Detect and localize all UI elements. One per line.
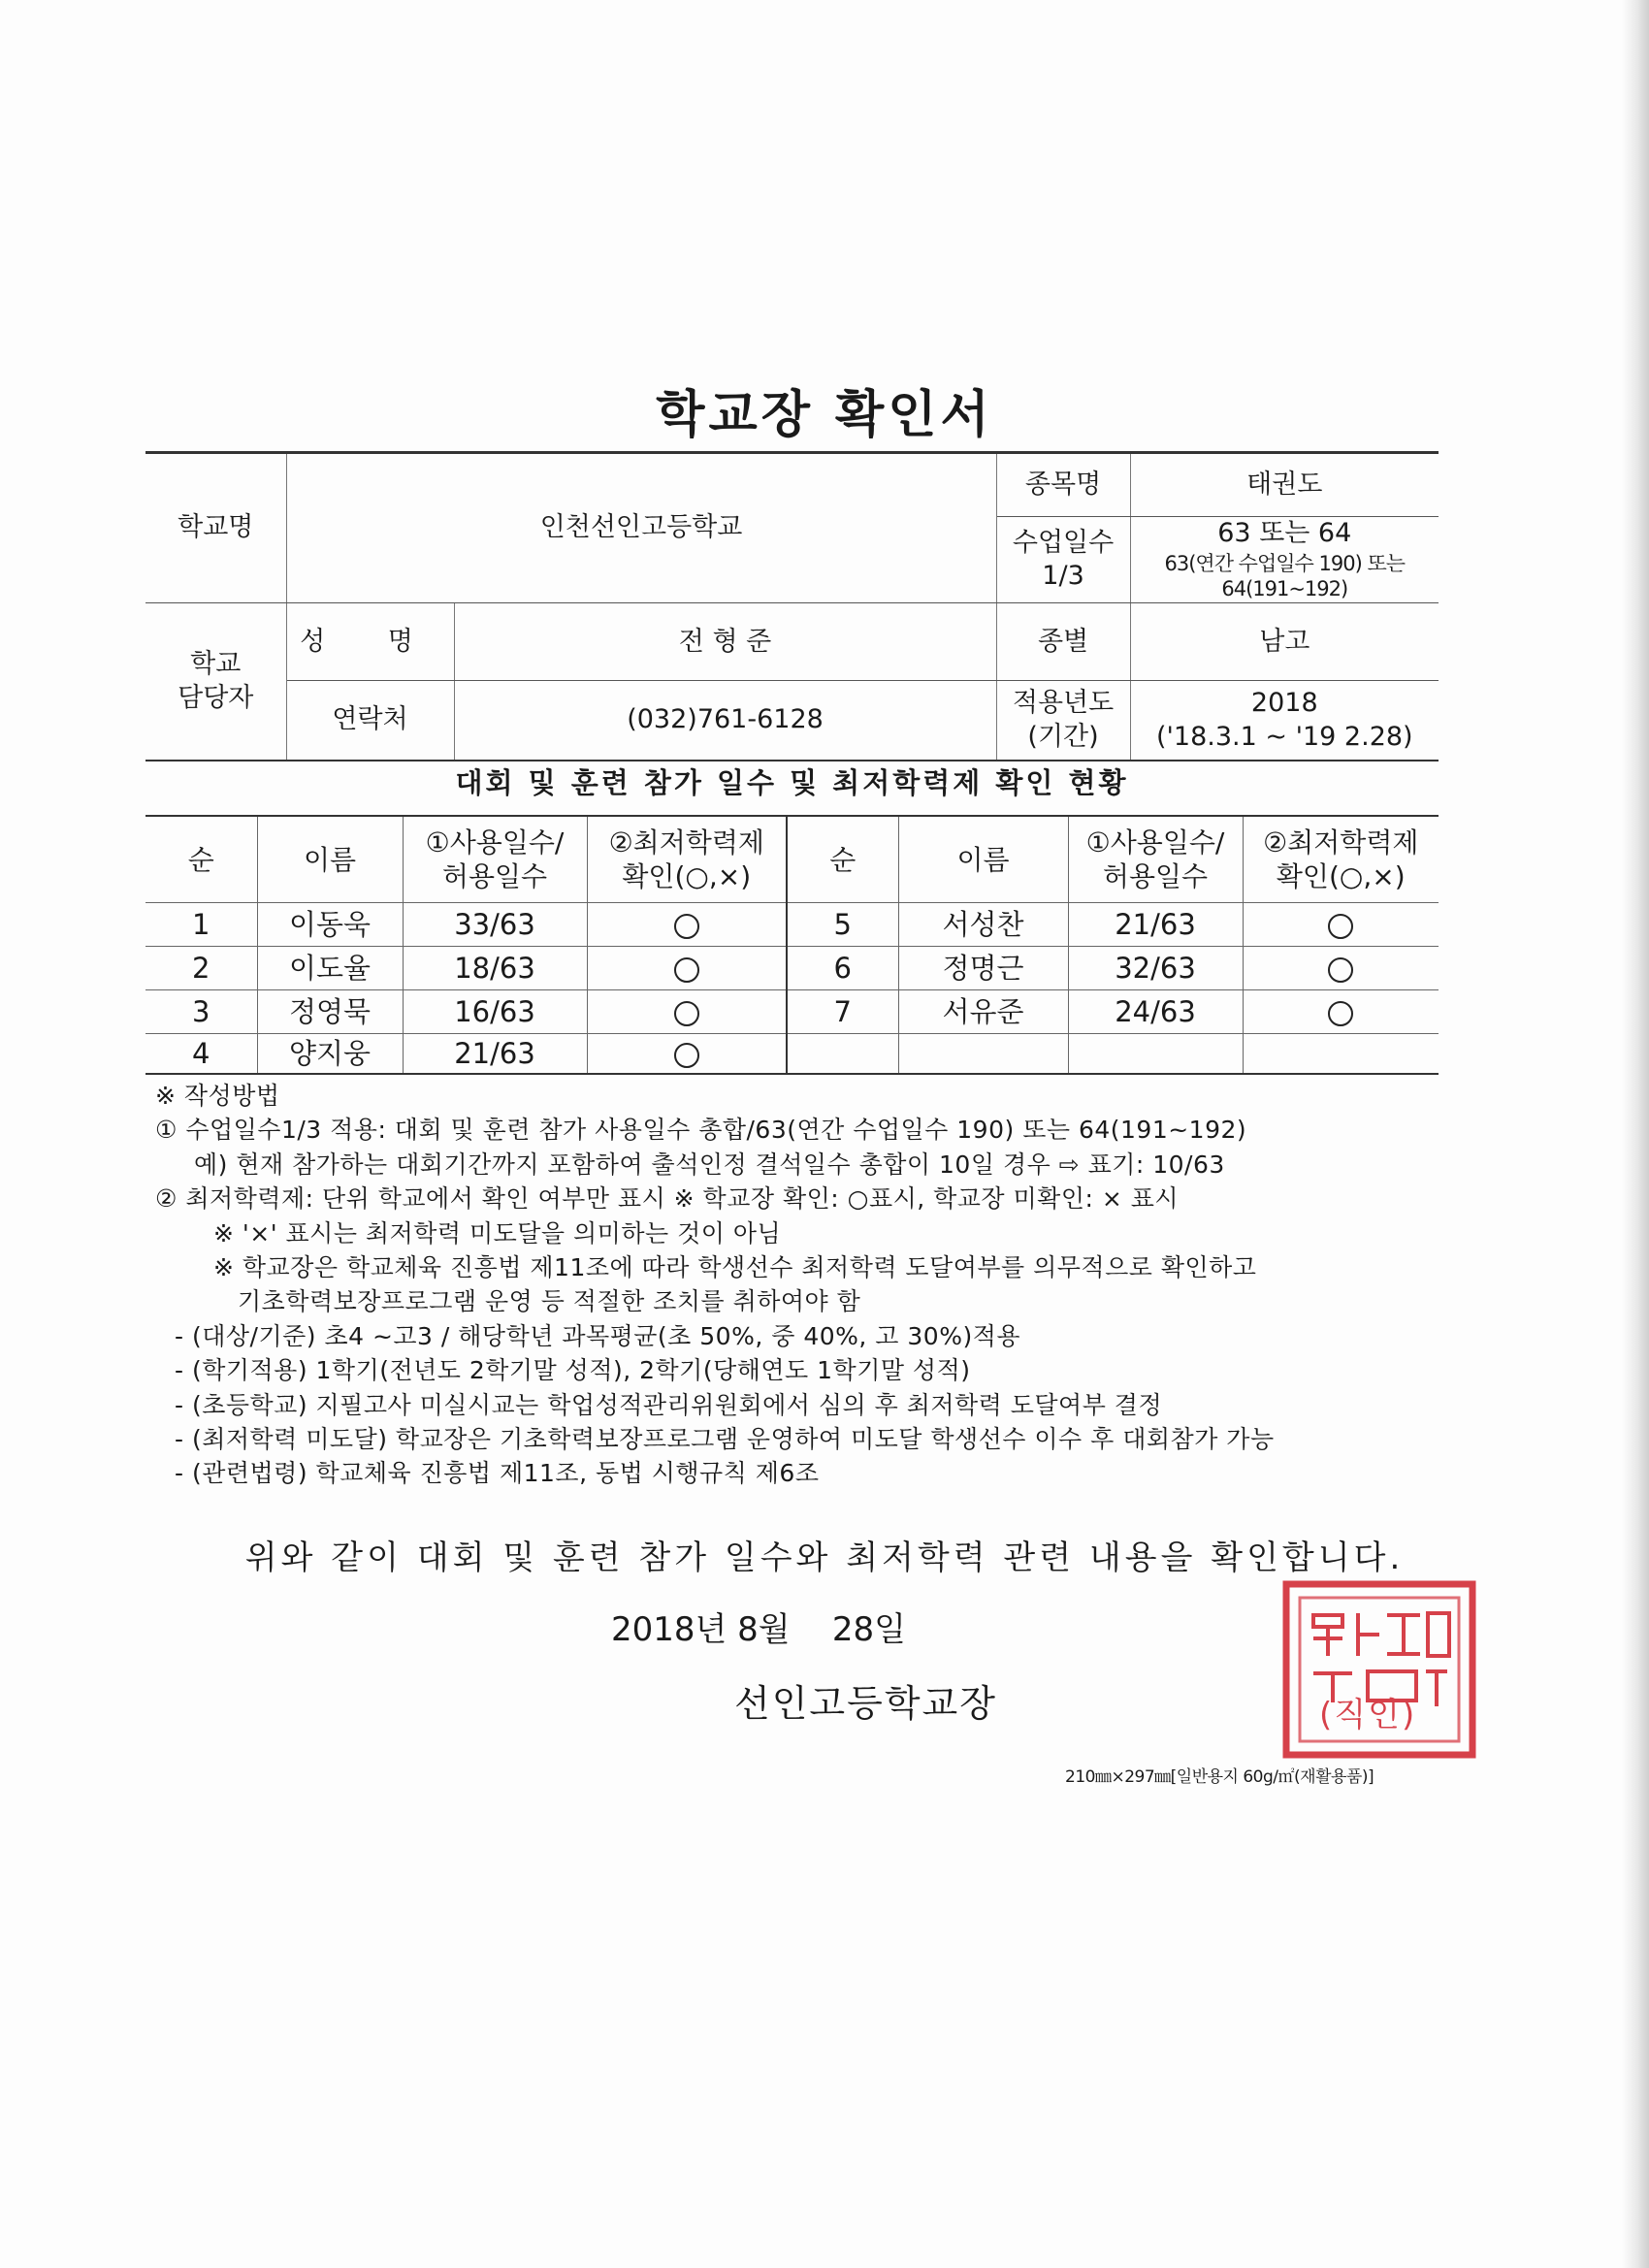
circle-mark-icon: [674, 1043, 699, 1068]
table-row: [146, 903, 1439, 947]
student-days: 33/63: [403, 903, 587, 947]
student-name: 정명근: [898, 947, 1068, 990]
student-no: 7: [787, 990, 898, 1034]
name-label: 성 명: [286, 603, 454, 681]
note-line: - (최저학력 미도달) 학교장은 기초학력보장프로그램 운영하여 미도달 학생선수 이수 후 대회참가 가능: [175, 1425, 1275, 1454]
col-min-right-line2: 확인(○,×): [1276, 860, 1406, 892]
empty-cell: [898, 1034, 1068, 1075]
col-days-right-line2: 허용일수: [1102, 860, 1209, 892]
student-no: 6: [787, 947, 898, 990]
student-no: 1: [146, 903, 257, 947]
student-mark: [587, 1034, 787, 1075]
student-name: 서유준: [898, 990, 1068, 1034]
note-line: 기초학력보장프로그램 운영 등 적절한 조치를 취하여야 함: [238, 1287, 861, 1316]
name-value: 전 형 준: [454, 603, 996, 681]
instructions-notes: [155, 1079, 1455, 1491]
col-days-right: [1068, 816, 1243, 903]
col-name-left: 이름: [257, 816, 403, 903]
phone-label: 연락처: [286, 681, 454, 761]
col-min-left-line2: 확인(○,×): [622, 860, 752, 892]
document-title: 학교장 확인서: [656, 386, 993, 444]
student-days: 18/63: [403, 947, 587, 990]
student-days: 24/63: [1068, 990, 1243, 1034]
empty-cell: [1068, 1034, 1243, 1075]
student-mark: [1243, 990, 1439, 1034]
table-row: [146, 990, 1439, 1034]
note-line: ※ '×' 표시는 최저학력 미도달을 의미하는 것이 아님: [213, 1218, 782, 1247]
student-name: 이도율: [257, 947, 403, 990]
student-mark: [1243, 903, 1439, 947]
note-line: - (초등학교) 지필고사 미실시교는 학업성적관리위원회에서 심의 후 최저학력 도달여부 결정: [175, 1390, 1163, 1419]
student-no: 2: [146, 947, 257, 990]
gender-value: 남고: [1130, 603, 1439, 681]
circle-mark-icon: [674, 957, 699, 983]
table-row: [146, 1034, 1439, 1075]
empty-cell: [1243, 1034, 1439, 1075]
confirmation-statement: 위와 같이 대회 및 훈련 참가 일수와 최저학력 관련 내용을 확인합니다.: [244, 1539, 1405, 1577]
gender-label: 종별: [996, 603, 1130, 681]
circle-mark-icon: [1328, 914, 1353, 939]
student-name: 양지웅: [257, 1034, 403, 1075]
contact-group-label: [146, 603, 286, 761]
days-label-line2: 1/3: [1042, 561, 1084, 592]
days-label: [996, 517, 1130, 603]
col-no-right: 순: [787, 816, 898, 903]
student-mark: [1243, 947, 1439, 990]
days-value: 63 또는 64: [1217, 518, 1352, 548]
section-heading: 대회 및 훈련 참가 일수 및 최저학력제 확인 현황: [455, 766, 1129, 799]
student-no: 5: [787, 903, 898, 947]
col-min-left: [587, 816, 787, 903]
scan-edge-shadow: [1622, 0, 1649, 2268]
sport-label: 종목명: [996, 453, 1130, 517]
col-days-right-line1: ①사용일수/: [1085, 826, 1225, 859]
empty-cell: [787, 1034, 898, 1075]
col-no-left: 순: [146, 816, 257, 903]
attendance-header-row: [146, 816, 1439, 903]
year-label-line1: 적용년도: [1012, 688, 1115, 718]
circle-mark-icon: [674, 914, 699, 939]
col-days-left: [403, 816, 587, 903]
contact-group-line1: 학교: [190, 649, 242, 679]
year-label-line2: (기간): [1027, 721, 1099, 752]
student-name: 이동욱: [257, 903, 403, 947]
student-days: 21/63: [403, 1034, 587, 1075]
days-value-cell: [1130, 517, 1439, 603]
year-value: 2018: [1250, 688, 1318, 718]
note-line: ② 최저학력제: 단위 학교에서 확인 여부만 표시 ※ 학교장 확인: ○표시, 학교장 미확인: × 표시: [155, 1184, 1180, 1214]
school-info-table: [146, 451, 1439, 761]
paper-spec-footer: 210㎜×297㎜[일반용지 60g/㎡(재활용품)]: [1065, 1767, 1374, 1787]
student-days: 21/63: [1068, 903, 1243, 947]
school-label: 학교명: [146, 453, 286, 603]
attendance-table: [146, 815, 1439, 1075]
year-value-cell: [1130, 681, 1439, 761]
circle-mark-icon: [674, 1001, 699, 1026]
student-no: 3: [146, 990, 257, 1034]
sport-value: 태권도: [1130, 453, 1439, 517]
col-min-right-line1: ②최저학력제: [1263, 826, 1419, 859]
student-mark: [587, 903, 787, 947]
principal-signature: 선인고등학교장: [734, 1682, 997, 1725]
col-name-right: 이름: [898, 816, 1068, 903]
note-line: - (관련법령) 학교체육 진흥법 제11조, 동법 시행규칙 제6조: [175, 1459, 820, 1488]
note-line: - (대상/기준) 초4 ~고3 / 해당학년 과목평균(초 50%, 중 40%, 고 30%)적용: [175, 1321, 1020, 1350]
circle-mark-icon: [1328, 1001, 1353, 1026]
student-name: 서성찬: [898, 903, 1068, 947]
circle-mark-icon: [1328, 957, 1353, 983]
note-line: ※ 학교장은 학교체육 진흥법 제11조에 따라 학생선수 최저학력 도달여부를 의무적으로 확인하고: [213, 1253, 1257, 1282]
days-note: 63(연간 수업일수 190) 또는 64(191~192): [1164, 551, 1406, 601]
student-name: 정영묵: [257, 990, 403, 1034]
note-line: - (학기적용) 1학기(전년도 2학기말 성적), 2학기(당해연도 1학기말 성적): [175, 1356, 971, 1385]
col-days-left-line1: ①사용일수/: [425, 826, 565, 859]
seal-label: (직인): [1319, 1696, 1417, 1734]
year-label: [996, 681, 1130, 761]
col-min-left-line1: ②최저학력제: [608, 826, 764, 859]
col-min-right: [1243, 816, 1439, 903]
student-days: 32/63: [1068, 947, 1243, 990]
days-label-line1: 수업일수: [1012, 527, 1115, 558]
table-row: [146, 947, 1439, 990]
school-name: 인천선인고등학교: [286, 453, 996, 603]
official-seal: [1280, 1576, 1482, 1761]
student-mark: [587, 990, 787, 1034]
phone-value: (032)761-6128: [454, 681, 996, 761]
student-days: 16/63: [403, 990, 587, 1034]
note-line: 예) 현재 참가하는 대회기간까지 포함하여 출석인정 결석일수 총합이 10일 경우 ⇨ 표기: 10/63: [194, 1150, 1225, 1179]
contact-group-line2: 담당자: [178, 682, 254, 713]
col-days-left-line2: 허용일수: [441, 860, 548, 892]
student-no: 4: [146, 1034, 257, 1075]
issue-date: 2018년 8월 28일: [611, 1610, 906, 1649]
period-value: ('18.3.1 ~ '19 2.28): [1155, 721, 1413, 752]
student-mark: [587, 947, 787, 990]
note-line: ※ 작성방법: [155, 1082, 280, 1110]
note-line: ① 수업일수1/3 적용: 대회 및 훈련 참가 사용일수 총합/63(연간 수업일수 190) 또는 64(191~192): [155, 1116, 1247, 1145]
